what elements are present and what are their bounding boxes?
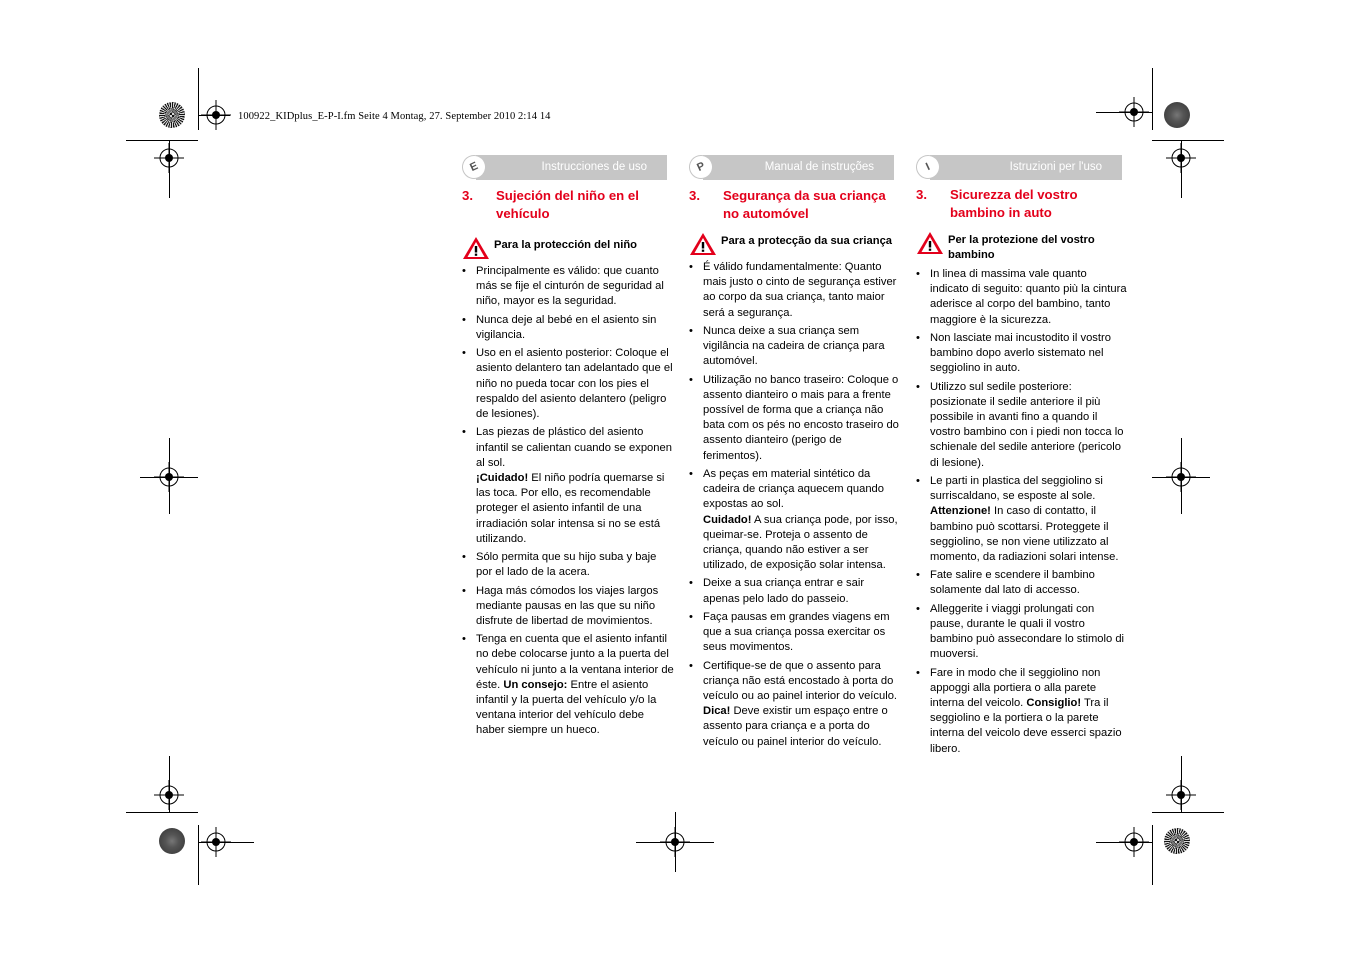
item-text: Fate salire e scendere il bambino solamente dal lato di accesso. bbox=[930, 569, 1095, 597]
list-item-text bbox=[930, 666, 1128, 757]
item-text: Uso en el asiento posterior: Coloque el asiento delantero tan adelantado que el niño no pueda tocar con los pies el respaldo del asiento delantero (peligro de lesiones). bbox=[476, 347, 673, 421]
bullet-list bbox=[916, 267, 1128, 757]
item-emphasis: Consiglio! bbox=[1026, 697, 1082, 710]
list-item-text bbox=[476, 550, 674, 580]
language-badge: I bbox=[912, 151, 944, 183]
list-item bbox=[462, 550, 674, 580]
item-text: In linea di massima vale quanto indicato di seguito: quanto più la cintura aderisce al corpo del bambino, tanto maggiore è la sicurezza. bbox=[930, 268, 1127, 326]
item-emphasis: Un consejo: bbox=[503, 678, 568, 691]
item-emphasis: Dica! bbox=[703, 705, 731, 718]
item-text-continued: El niño podría quemarse si las toca. Por ello, es recomendable proteger el asiento infantil de una irradiación solar intensa si no se está utilizando. bbox=[476, 471, 665, 545]
list-item bbox=[689, 260, 901, 321]
registration-target-icon bbox=[1166, 780, 1196, 810]
item-text: Alleggerite i viaggi prolungati con pause, durante le quali il vostro bambino può assecondare lo stimolo di muoversi. bbox=[930, 602, 1125, 661]
list-item-text bbox=[476, 632, 674, 738]
item-text: Deixe a sua criança entrar e sair apenas pelo lado do passeio. bbox=[703, 577, 865, 605]
list-item-text bbox=[476, 584, 674, 630]
list-item-text bbox=[703, 324, 901, 370]
list-item bbox=[916, 331, 1128, 377]
item-text: Nunca deixe a sua criança sem vigilância na cadeira de criança para automóvel. bbox=[703, 324, 885, 368]
language-label: Instrucciones de uso bbox=[541, 161, 647, 173]
item-text-continued: Deve existir um espaço entre o assento para criança e a porta do veículo ou painel interior do veículo. bbox=[703, 705, 888, 748]
item-text: Fare in modo che il seggiolino non appoggi alla portiera o alla parete interna del veicolo. bbox=[930, 666, 1101, 710]
list-item-text bbox=[930, 474, 1128, 565]
item-text: Principalmente es válido: que cuanto más se fije el cinturón de seguridad al niño, mayor es la seguridad. bbox=[476, 265, 664, 308]
list-item-text bbox=[703, 576, 901, 606]
registration-target-icon bbox=[154, 143, 184, 173]
section-title bbox=[916, 186, 1128, 221]
registration-target-icon bbox=[1166, 462, 1196, 492]
section-title-text: Sicurezza del vostro bambino in auto bbox=[950, 187, 1078, 220]
crop-line bbox=[1152, 825, 1153, 885]
list-item bbox=[689, 324, 901, 370]
item-text-continued: A sua criança pode, por isso, queimar-se. Proteja o assento de criança, quando não estiver a ser utilizado, de exposição solar intensa. bbox=[703, 513, 898, 572]
registration-rosette bbox=[1164, 102, 1190, 128]
item-emphasis: Attenzione! bbox=[930, 505, 991, 518]
column-pt bbox=[689, 187, 901, 753]
crop-line bbox=[198, 68, 199, 130]
registration-rosette bbox=[1164, 828, 1190, 854]
list-item bbox=[462, 346, 674, 422]
item-text: Haga más cómodos los viajes largos mediante pausas en las que su niño disfrute de libertad de movimientos. bbox=[476, 584, 659, 627]
list-item-text bbox=[476, 264, 674, 310]
item-emphasis: ¡Cuidado! bbox=[476, 471, 529, 484]
registration-target-icon bbox=[660, 827, 690, 857]
list-item-text bbox=[930, 568, 1128, 598]
crop-line bbox=[1152, 68, 1153, 130]
registration-target-icon bbox=[154, 780, 184, 810]
list-item-text bbox=[703, 373, 901, 464]
list-item bbox=[462, 425, 674, 547]
section-number: 3. bbox=[916, 187, 927, 202]
list-item bbox=[689, 610, 901, 656]
item-text: Utilizzo sul sedile posteriore: posizionate il sedile anteriore il più possibile in avanti fino a quando il vostro bambino con i piedi non tocca lo schienale del sedile anteriore (pericolo di lesione). bbox=[930, 380, 1124, 469]
list-item-text bbox=[930, 331, 1128, 377]
list-item-text bbox=[930, 602, 1128, 663]
item-text: Le parti in plastica del seggiolino si surriscaldano, se esposte al sole. bbox=[930, 474, 1103, 503]
item-text: Faça pausas em grandes viagens em que a sua criança possa exercitar os seus movimentos. bbox=[703, 610, 890, 654]
item-text: As peças em material sintético da cadeira de criança aquecem quando expostas ao sol. bbox=[703, 467, 884, 511]
list-item bbox=[916, 568, 1128, 598]
list-item bbox=[689, 659, 901, 750]
language-header-pt bbox=[689, 155, 894, 180]
warning-triangle-icon bbox=[916, 231, 944, 255]
crop-line bbox=[1152, 812, 1224, 813]
language-badge: P bbox=[685, 151, 717, 183]
crop-line bbox=[126, 140, 198, 141]
column-es bbox=[462, 187, 674, 742]
list-item bbox=[916, 666, 1128, 757]
list-item-text bbox=[703, 659, 901, 750]
list-item-text bbox=[476, 425, 674, 547]
crop-line bbox=[1152, 140, 1224, 141]
item-text: É válido fundamentalmente: Quanto mais justo o cinto de segurança estiver ao corpo da sua criança, tanto maior será a segurança. bbox=[703, 261, 897, 319]
registration-target-icon bbox=[1166, 143, 1196, 173]
registration-target-icon bbox=[1119, 97, 1149, 127]
column-it bbox=[916, 186, 1128, 760]
warning-box bbox=[916, 231, 1128, 263]
list-item-text bbox=[703, 610, 901, 656]
list-item-text bbox=[930, 380, 1128, 471]
item-text: Las piezas de plástico del asiento infantil se calientan cuando se exponen al sol. bbox=[476, 426, 672, 469]
list-item-text bbox=[930, 267, 1128, 328]
warning-triangle-icon bbox=[462, 236, 490, 260]
warning-title: Para a protecção da sua criança bbox=[721, 235, 893, 247]
list-item-text bbox=[703, 467, 901, 573]
warning-title: Para la protección del niño bbox=[494, 239, 637, 251]
registration-target-icon bbox=[201, 827, 231, 857]
crop-line bbox=[126, 812, 198, 813]
list-item-text bbox=[476, 313, 674, 343]
registration-rosette bbox=[159, 102, 185, 128]
warning-box bbox=[689, 232, 901, 256]
bullet-list bbox=[689, 260, 901, 750]
list-item bbox=[462, 584, 674, 630]
list-item-text bbox=[476, 346, 674, 422]
warning-title: Per la protezione del vostro bambino bbox=[948, 234, 1095, 261]
section-title-text: Segurança da sua criança no automóvel bbox=[723, 188, 886, 221]
item-emphasis: Cuidado! bbox=[703, 513, 752, 526]
item-text-continued: Tra il seggiolino e la portiera o la parete interna del veicolo deve esserci spazio libero. bbox=[930, 697, 1122, 755]
section-title bbox=[462, 187, 674, 222]
item-text: Utilização no banco traseiro: Coloque o assento dianteiro o mais para a frente possível de forma que a criança não bata com os pés no encosto traseiro do assento dianteiro (perigo de ferimentos). bbox=[703, 373, 899, 462]
list-item bbox=[916, 380, 1128, 471]
item-text-continued: Entre el asiento infantil y la puerta del vehículo y/o la ventana interior del vehículo debe haber siempre un hueco. bbox=[476, 678, 657, 737]
language-header-it bbox=[916, 155, 1122, 180]
list-item bbox=[916, 267, 1128, 328]
warning-box bbox=[462, 236, 674, 260]
registration-rosette bbox=[159, 828, 185, 854]
registration-target-icon bbox=[154, 462, 184, 492]
list-item bbox=[462, 313, 674, 343]
file-info-header: 100922_KIDplus_E-P-I.fm Seite 4 Montag, 27. September 2010 2:14 14 bbox=[238, 111, 551, 122]
list-item bbox=[689, 467, 901, 573]
item-text-continued: In caso di contatto, il bambino può scottarsi. Proteggete il seggiolino, se non viene utilizzato al momento, da radiazioni solari intense. bbox=[930, 505, 1119, 563]
list-item bbox=[916, 602, 1128, 663]
item-text: Non lasciate mai incustodito il vostro bambino dopo averlo sistemato nel seggiolino in auto. bbox=[930, 331, 1111, 375]
list-item bbox=[689, 373, 901, 464]
language-badge: E bbox=[458, 151, 490, 183]
section-number: 3. bbox=[462, 188, 473, 203]
language-header-es bbox=[462, 155, 667, 180]
item-text: Certifique-se de que o assento para criança não está encostado à porta do veículo ou ao painel interior do veículo. bbox=[703, 659, 898, 703]
crop-line bbox=[198, 825, 199, 885]
list-item bbox=[462, 632, 674, 738]
registration-target-icon bbox=[1119, 827, 1149, 857]
language-label: Manual de instruções bbox=[764, 161, 874, 173]
list-item bbox=[916, 474, 1128, 565]
section-title bbox=[689, 187, 901, 222]
bullet-list bbox=[462, 264, 674, 739]
item-text: Nunca deje al bebé en el asiento sin vigilancia. bbox=[476, 313, 657, 341]
language-label: Istruzioni per l'uso bbox=[1009, 161, 1102, 173]
list-item bbox=[462, 264, 674, 310]
list-item-text bbox=[703, 260, 901, 321]
item-text: Sólo permita que su hijo suba y baje por el lado de la acera. bbox=[476, 551, 657, 579]
item-text: Tenga en cuenta que el asiento infantil no debe colocarse junto a la puerta del vehículo ni junto a la ventana interior de éste. bbox=[476, 633, 674, 691]
registration-target-icon bbox=[201, 100, 231, 130]
section-title-text: Sujeción del niño en el vehículo bbox=[496, 188, 639, 221]
list-item bbox=[689, 576, 901, 606]
section-number: 3. bbox=[689, 188, 700, 203]
warning-triangle-icon bbox=[689, 232, 717, 256]
